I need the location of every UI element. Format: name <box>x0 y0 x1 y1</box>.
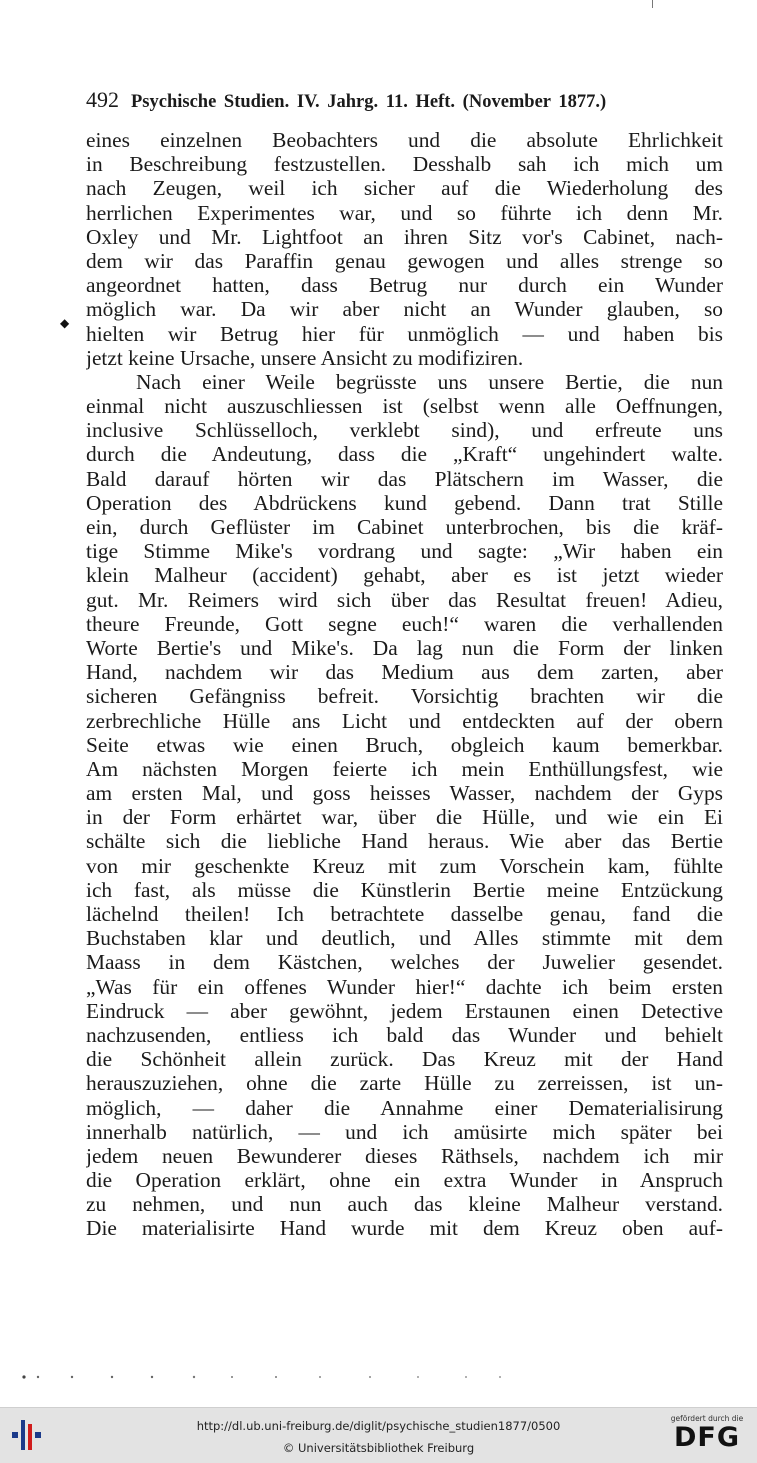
text-line: lächelnd theilen! Ich betrachtete dasselbe genau, fand die <box>86 902 723 926</box>
text-line: Bald darauf hörten wir das Plätschern im Wasser, die <box>86 466 723 491</box>
text-line: eines einzelnen Beobachters und die absolute Ehrlichkeit <box>86 128 723 152</box>
text-line: Oxley und Mr. Lightfoot an ihren Sitz vor's Cabinet, nach- <box>86 224 723 249</box>
text-line: klein Malheur (accident) gehabt, aber es ist jetzt wieder <box>86 563 723 588</box>
scan-edge-mark <box>652 0 653 8</box>
text-line: jetzt keine Ursache, unsere Ansicht zu modifiziren. <box>86 345 524 370</box>
funding-note: gefördert durch die <box>670 1414 744 1423</box>
text-line: Buchstaben klar und deutlich, und Alles stimmte mit dem <box>86 926 723 951</box>
text-line: möglich, — daher die Annahme einer Dematerialisirung <box>86 1095 723 1120</box>
text-line: dem wir das Paraffin genau gewogen und alles strenge so <box>86 248 723 273</box>
text-line: nach Zeugen, weil ich sicher auf die Wiederholung des <box>86 176 723 201</box>
scan-artifact-dots <box>20 1374 520 1380</box>
text-line: herrlichen Experimentes war, und so führte ich denn Mr. <box>86 200 723 225</box>
text-line: Am nächsten Morgen feierte ich mein Enthüllungsfest, wie <box>86 756 723 781</box>
text-line: Seite etwas wie einen Bruch, obgleich kaum bemerkbar. <box>86 732 723 757</box>
text-line: nachzusenden, entliess ich bald das Wunder und behielt <box>86 1022 723 1047</box>
text-line: die Schönheit allein zurück. Das Kreuz mit der Hand <box>86 1047 723 1072</box>
text-line: Operation des Abdrückens kund gebend. Dann trat Stille <box>86 490 723 515</box>
text-line: einmal nicht auszuschliessen ist (selbst wenn alle Oeffnungen, <box>86 394 723 419</box>
dfg-funding-logo[interactable] <box>665 1414 749 1458</box>
permalink-url[interactable]: http://dl.ub.uni-freiburg.de/diglit/psychische_studien1877/0500 <box>196 1419 561 1433</box>
page-number: 492 <box>86 87 119 112</box>
text-line: gut. Mr. Reimers wird sich über das Resultat freuen! Adieu, <box>86 587 723 612</box>
text-line: inclusive Schlüsselloch, verklebt sind), und erfreute uns <box>86 418 723 443</box>
text-line: möglich war. Da wir aber nicht an Wunder glauben, so <box>86 297 723 322</box>
body-text <box>86 128 723 1241</box>
running-title: Psychische Studien. IV. Jahrg. 11. Heft. (November 1877.) <box>131 92 607 112</box>
text-line: Hand, nachdem wir das Medium aus dem zarten, aber <box>86 660 723 685</box>
text-line: Maass in dem Kästchen, welches der Juwelier gesendet. <box>86 950 723 975</box>
text-line: herauszuziehen, ohne die zarte Hülle zu zerreissen, ist un- <box>86 1071 723 1096</box>
running-header <box>86 87 706 115</box>
text-line: theure Freunde, Gott segne euch!“ waren die verhallenden <box>86 611 723 636</box>
dfg-logo-text: DFG <box>673 1422 741 1453</box>
paragraph-first-line: Nach einer Weile begrüsste uns unsere Bertie, die nun <box>136 369 723 394</box>
text-line: Worte Bertie's und Mike's. Da lag nun die Form der linken <box>86 635 723 660</box>
text-line: sicheren Gefängniss befreit. Vorsichtig brachten wir die <box>86 684 723 709</box>
text-line: in der Form erhärtet war, über die Hülle, und wie ein Ei <box>86 805 723 830</box>
text-line: die Operation erklärt, ohne ein extra Wunder in Anspruch <box>86 1168 723 1193</box>
copyright-notice: © Universitätsbibliothek Freiburg <box>282 1441 475 1455</box>
text-line: innerhalb natürlich, — und ich amüsirte mich später bei <box>86 1119 723 1144</box>
text-line: durch die Andeutung, dass die „Kraft“ ungehindert walte. <box>86 442 723 467</box>
text-line: von mir geschenkte Kreuz mit zum Vorschein kam, fühlte <box>86 853 723 878</box>
text-line: in Beschreibung festzustellen. Desshalb sah ich mich um <box>86 152 723 177</box>
text-line: Die materialisirte Hand wurde mit dem Kreuz oben auf- <box>86 1216 723 1241</box>
text-line: zerbrechliche Hülle ans Licht und entdeckten auf der obern <box>86 708 723 733</box>
text-line: schälte sich die liebliche Hand heraus. Wie aber das Bertie <box>86 829 723 854</box>
text-line: jedem neuen Bewunderer dieses Räthsels, nachdem ich mir <box>86 1143 723 1168</box>
text-line: hielten wir Betrug hier für unmöglich — und haben bis <box>86 321 723 346</box>
text-line: Eindruck — aber gewöhnt, jedem Erstaunen einen Detective <box>86 998 723 1023</box>
text-line: zu nehmen, und nun auch das kleine Malheur verstand. <box>86 1192 723 1217</box>
text-line: tige Stimme Mike's vordrang und sagte: „Wir haben ein <box>86 539 723 564</box>
text-line: „Was für ein offenes Wunder hier!“ dachte ich beim ersten <box>86 974 723 999</box>
text-line: angeordnet hatten, dass Betrug nur durch ein Wunder <box>86 273 723 298</box>
text-line: ich fast, als müsse die Künstlerin Bertie meine Entzückung <box>86 877 723 902</box>
text-line: am ersten Mal, und goss heisses Wasser, nachdem der Gyps <box>86 781 723 806</box>
viewer-footer <box>0 1407 757 1463</box>
text-line: ein, durch Geflüster im Cabinet unterbrochen, bis die kräf- <box>86 515 723 539</box>
ink-mark-icon: ◆ <box>60 316 70 330</box>
